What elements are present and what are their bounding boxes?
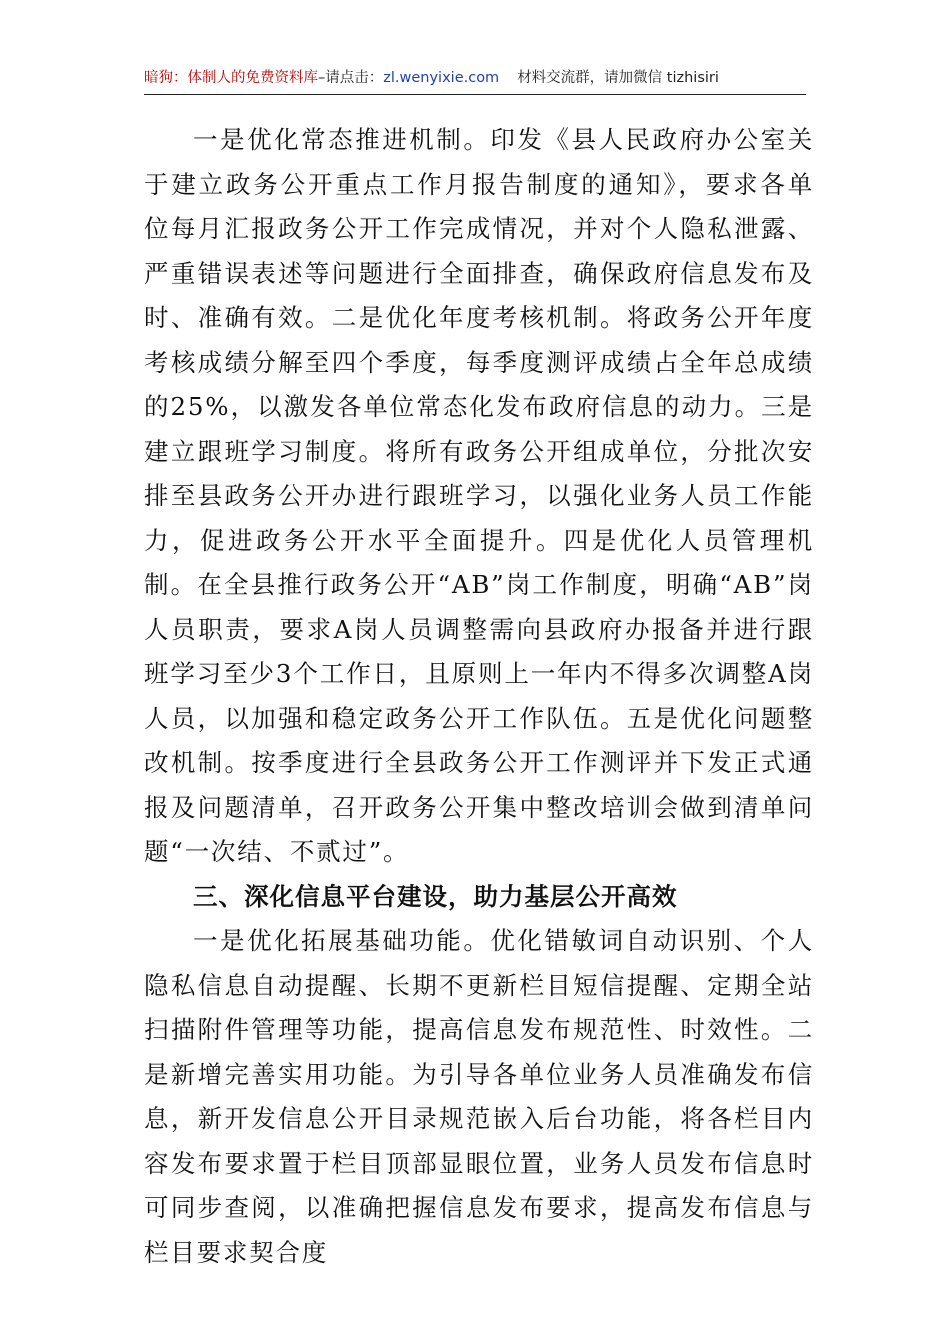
document-body — [144, 118, 814, 1275]
page-header — [144, 66, 806, 95]
section-heading: 三、深化信息平台建设，助力基层公开高效 — [193, 881, 678, 911]
header-link[interactable]: zl.wenyixie.com — [383, 70, 500, 86]
paragraph-mechanisms: 一是优化常态推进机制。印发《县人民政府办公室关于建立政务公开重点工作月报告制度的通知》，要求各单位每月汇报政务公开工作完成情况，并对个人隐私泄露、严重错误表述等问题进行全面排查，确保政府信息发布及时、准确有效。二是优化年度考核机制。将政务公开年度考核成绩分解至四个季度，每季度测评成绩占全年总成绩的25%，以激发各单位常态化发布政府信息的动力。三是建立跟班学习制度。将所有政务公开组成单位，分批次安排至县政务公开办进行跟班学习，以强化业务人员工作能力，促进政务公开水平全面提升。四是优化人员管理机制。在全县推行政务公开“AB”岗工作制度，明确“AB”岗人员职责，要求A岗人员调整需向县政府办报备并进行跟班学习至少3个工作日，且原则上一年内不得多次调整A岗人员，以加强和稳定政务公开工作队伍。五是优化问题整改机制。按季度进行全县政务公开工作测评并下发正式通报及问题清单，召开政务公开集中整改培训会做到清单问题“一次结、不贰过”。 — [144, 125, 814, 866]
header-click-prompt: –请点击： — [318, 70, 384, 86]
header-contact: 材料交流群，请加微信 tizhisiri — [517, 70, 719, 86]
header-site-name: 暗狗：体制人的免费资料库 — [144, 70, 318, 86]
paragraph-platform: 一是优化拓展基础功能。优化错敏词自动识别、个人隐私信息自动提醒、长期不更新栏目短信提醒、定期全站扫描附件管理等功能，提高信息发布规范性、时效性。二是新增完善实用功能。为引导各单位业务人员准确发布信息，新开发信息公开目录规范嵌入后台功能，将各栏目内容发布要求置于栏目顶部显眼位置，业务人员发布信息时可同步查阅，以准确把握信息发布要求，提高发布信息与栏目要求契合度 — [144, 926, 814, 1267]
